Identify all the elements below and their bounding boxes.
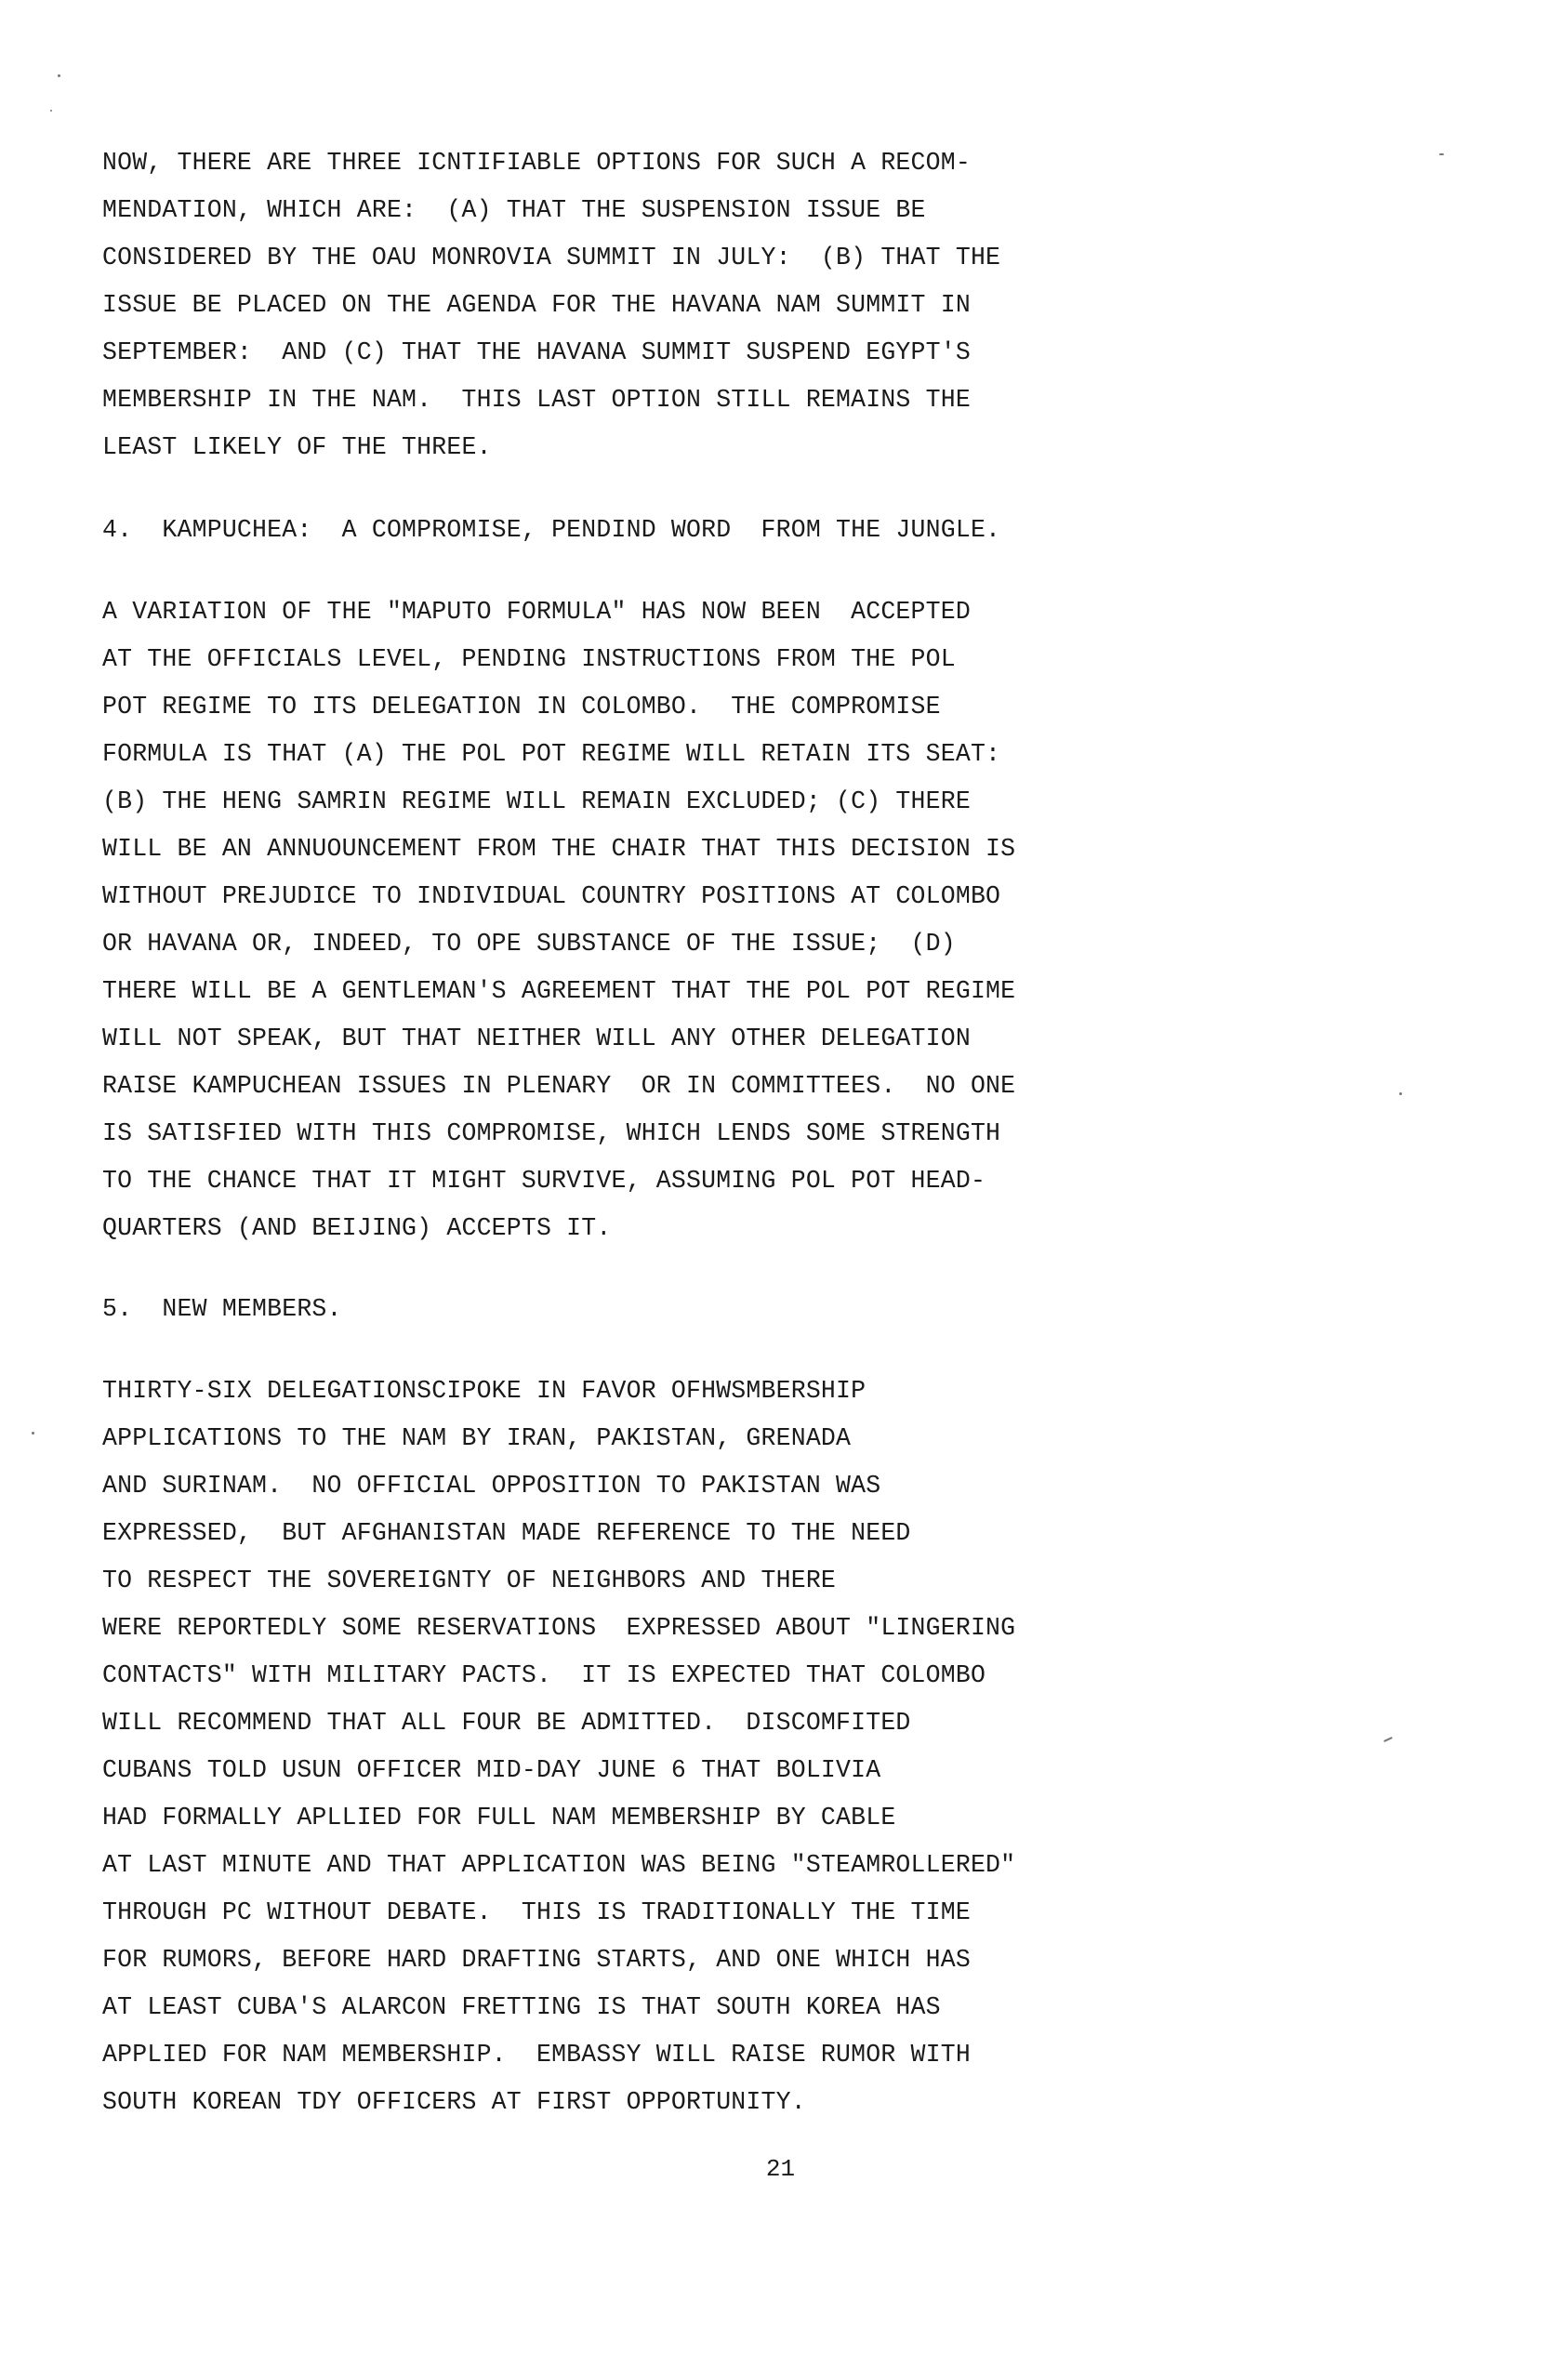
text-line: OR HAVANA OR, INDEED, TO OPE SUBSTANCE OF THE ISSUE; (D) [102, 930, 956, 958]
text-line: IS SATISFIED WITH THIS COMPROMISE, WHICH LENDS SOME STRENGTH [102, 1119, 1001, 1147]
text-line: THERE WILL BE A GENTLEMAN'S AGREEMENT THAT THE POL POT REGIME [102, 977, 1016, 1005]
scan-speck [32, 1432, 34, 1435]
text-line: (B) THE HENG SAMRIN REGIME WILL REMAIN EXCLUDED; (C) THERE [102, 787, 971, 815]
text-line: TO RESPECT THE SOVEREIGNTY OF NEIGHBORS AND THERE [102, 1567, 837, 1594]
text-line: AT LAST MINUTE AND THAT APPLICATION WAS BEING "STEAMROLLERED" [102, 1851, 1016, 1879]
text-line: LEAST LIKELY OF THE THREE. [102, 433, 492, 461]
text-line: TO THE CHANCE THAT IT MIGHT SURVIVE, ASSUMING POL POT HEAD- [102, 1167, 986, 1195]
section-heading-kampuchea: 4. KAMPUCHEA: A COMPROMISE, PENDIND WORD FROM THE JUNGLE. [102, 516, 1001, 544]
text-line: NOW, THERE ARE THREE ICNTIFIABLE OPTIONS FOR SUCH A RECOM- [102, 149, 971, 177]
text-line: MEMBERSHIP IN THE NAM. THIS LAST OPTION STILL REMAINS THE [102, 386, 971, 414]
text-line: CONSIDERED BY THE OAU MONROVIA SUMMIT IN JULY: (B) THAT THE [102, 244, 1001, 271]
text-line: APPLIED FOR NAM MEMBERSHIP. EMBASSY WILL RAISE RUMOR WITH [102, 2041, 971, 2069]
text-line: AND SURINAM. NO OFFICIAL OPPOSITION TO PAKISTAN WAS [102, 1472, 881, 1500]
text-line: THROUGH PC WITHOUT DEBATE. THIS IS TRADITIONALLY THE TIME [102, 1898, 971, 1926]
text-line: THIRTY-SIX DELEGATIONSCIPOKE IN FAVOR OFHWSMBERSHIP [102, 1377, 866, 1405]
text-line: QUARTERS (AND BEIJING) ACCEPTS IT. [102, 1214, 612, 1242]
scan-speck [58, 74, 60, 77]
text-line: CONTACTS" WITH MILITARY PACTS. IT IS EXPECTED THAT COLOMBO [102, 1661, 986, 1689]
text-line: RAISE KAMPUCHEAN ISSUES IN PLENARY OR IN COMMITTEES. NO ONE [102, 1072, 1016, 1100]
text-line: FORMULA IS THAT (A) THE POL POT REGIME WILL RETAIN ITS SEAT: [102, 740, 1001, 768]
scan-speck [1383, 1737, 1393, 1742]
text-line: WILL NOT SPEAK, BUT THAT NEITHER WILL ANY OTHER DELEGATION [102, 1025, 971, 1052]
text-line: SOUTH KOREAN TDY OFFICERS AT FIRST OPPORTUNITY. [102, 2088, 806, 2116]
text-line: AT THE OFFICIALS LEVEL, PENDING INSTRUCTIONS FROM THE POL [102, 645, 956, 673]
section-heading-new-members: 5. NEW MEMBERS. [102, 1295, 342, 1323]
text-line: POT REGIME TO ITS DELEGATION IN COLOMBO. THE COMPROMISE [102, 693, 941, 721]
text-line: WILL BE AN ANNUOUNCEMENT FROM THE CHAIR THAT THIS DECISION IS [102, 835, 1016, 863]
text-line: WILL RECOMMEND THAT ALL FOUR BE ADMITTED. DISCOMFITED [102, 1709, 911, 1737]
text-line: FOR RUMORS, BEFORE HARD DRAFTING STARTS, AND ONE WHICH HAS [102, 1946, 971, 1974]
text-line: SEPTEMBER: AND (C) THAT THE HAVANA SUMMIT SUSPEND EGYPT'S [102, 338, 971, 366]
text-line: AT LEAST CUBA'S ALARCON FRETTING IS THAT SOUTH KOREA HAS [102, 1993, 941, 2021]
page-number: 21 [765, 2155, 796, 2183]
text-line: A VARIATION OF THE "MAPUTO FORMULA" HAS NOW BEEN ACCEPTED [102, 598, 971, 626]
scan-speck [1439, 153, 1444, 155]
text-line: CUBANS TOLD USUN OFFICER MID-DAY JUNE 6 THAT BOLIVIA [102, 1756, 881, 1784]
text-line: MENDATION, WHICH ARE: (A) THAT THE SUSPENSION ISSUE BE [102, 196, 926, 224]
scan-speck [1399, 1092, 1402, 1095]
text-line: ISSUE BE PLACED ON THE AGENDA FOR THE HAVANA NAM SUMMIT IN [102, 291, 971, 319]
scan-speck [50, 110, 52, 112]
text-line: EXPRESSED, BUT AFGHANISTAN MADE REFERENCE TO THE NEED [102, 1519, 911, 1547]
text-line: WERE REPORTEDLY SOME RESERVATIONS EXPRESSED ABOUT "LINGERING [102, 1614, 1016, 1642]
text-line: HAD FORMALLY APLLIED FOR FULL NAM MEMBERSHIP BY CABLE [102, 1804, 896, 1831]
text-line: WITHOUT PREJUDICE TO INDIVIDUAL COUNTRY POSITIONS AT COLOMBO [102, 882, 1001, 910]
text-line: APPLICATIONS TO THE NAM BY IRAN, PAKISTAN, GRENADA [102, 1424, 852, 1452]
